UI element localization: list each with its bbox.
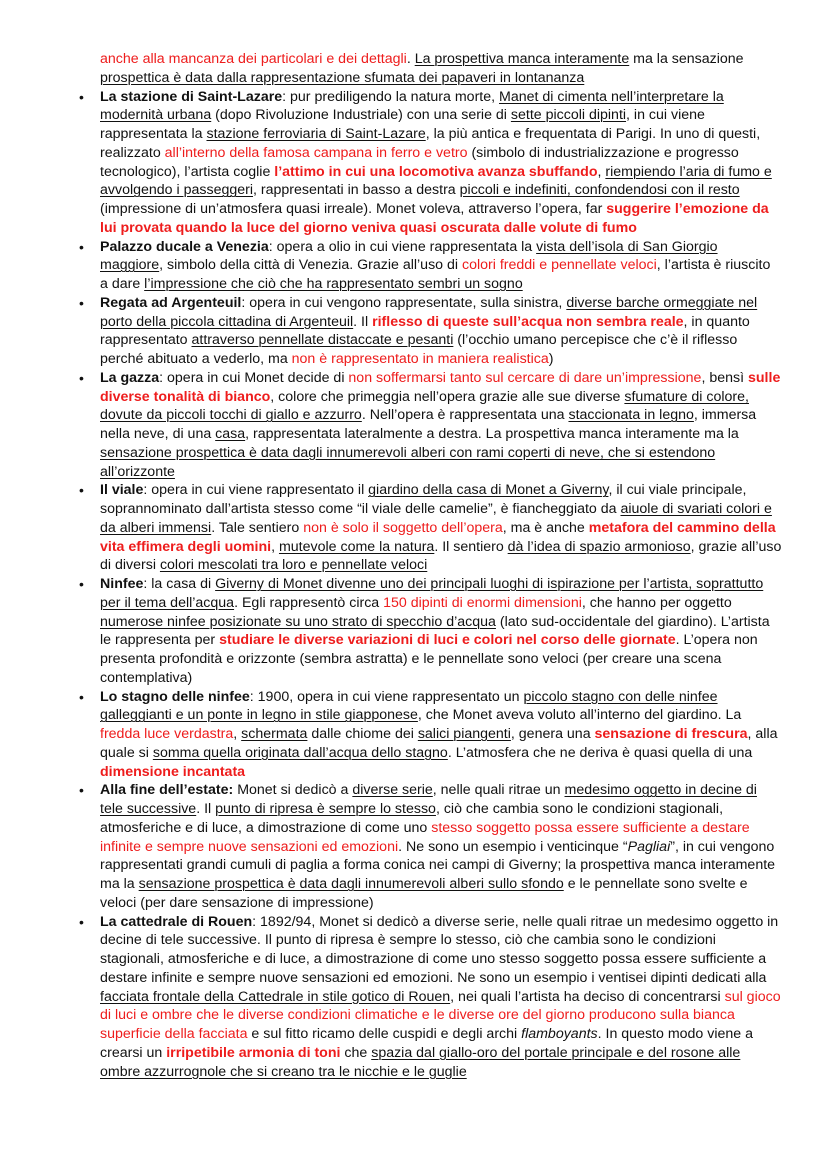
item-title: La cattedrale di Rouen (100, 913, 253, 930)
list-item (79, 88, 782, 238)
underlined-text: mutevole come la natura (278, 538, 435, 555)
bold-highlight-text: irripetibile armonia di toni (166, 1044, 341, 1061)
underlined-text: colori mescolati tra loro e pennellate veloci (159, 557, 428, 574)
text-run: : opera in cui Monet decide di (159, 369, 349, 386)
text-run: : pur prediligendo la natura morte, (282, 88, 500, 105)
text-run: (simbolo di industrializzazione e progresso tecnologico), l’artista coglie (100, 144, 739, 180)
underlined-text: punto di ripresa è sempre lo stesso (215, 801, 436, 817)
bullet-icon: • (79, 913, 84, 930)
text-run: ) (548, 351, 554, 367)
text-run: , ciò che cambia sono le condizioni stagionali, atmosferiche e di luce, a dimostrazione di come uno (100, 801, 724, 836)
underlined-text: sensazione prospettica è data dagli innumerevoli alberi sullo sfondo (138, 876, 564, 892)
bullet-icon: • (79, 294, 84, 311)
text-run: : 1900, opera in cui viene rappresentato un (249, 688, 524, 705)
highlight-text: sul gioco di luci e ombre che le diverse condizioni climatiche e le diverse ore del giorno producono sulla bianca superficie della facciata (100, 988, 781, 1042)
underlined-text: salici piangenti (417, 726, 511, 742)
underlined-text: aiuole di svariati colori e da alberi immensi (100, 501, 772, 536)
list-item (79, 238, 782, 294)
bullet-icon: • (79, 688, 84, 705)
list-item (79, 913, 782, 1082)
underlined-text: giardino della casa di Monet a Giverny (368, 482, 609, 499)
bullet-icon: • (79, 782, 84, 799)
text-run: , immersa nella neve, di una (100, 407, 757, 442)
italic-text: Pagliai (627, 838, 671, 855)
text-run: dalle chiome dei (307, 726, 418, 742)
text-run: : opera a olio in cui viene rappresentata la (268, 238, 537, 255)
list-item (79, 575, 782, 688)
bullet-icon: • (79, 238, 84, 255)
text-run: (l’occhio umano percepisce che c’è il riflesso perché abituato a vederlo, ma (100, 332, 738, 367)
item-title: La gazza (100, 369, 160, 386)
highlight-text: stesso soggetto possa essere sufficiente a destare infinite e sempre nuove sensazioni ed emozioni (100, 819, 750, 855)
italic-text: flamboyants (521, 1026, 598, 1042)
underlined-text: riempiendo l’aria di fumo e avvolgendo i passeggeri (100, 163, 772, 199)
text-run: , grazie all’uso di diversi (100, 538, 782, 574)
item-title: Regata ad Argenteuil (100, 294, 242, 311)
text-run: , genera una (510, 726, 595, 742)
underlined-text: piccoli e indefiniti, confondendosi con il resto (459, 182, 740, 199)
underlined-text: dà l’idea di spazio armonioso (507, 538, 691, 555)
item-title: Il viale (100, 482, 144, 499)
text-run: ma la sensazione (629, 51, 744, 67)
bold-highlight-text: l’attimo in cui una locomotiva avanza sbuffando (274, 163, 598, 180)
underlined-text: schermata (241, 726, 308, 742)
text-run: ”, in cui vengono rappresentati grandi cumuli di paglia a forma conica nei campi di Giverny; la prospettiva manca interamente ma la (100, 838, 776, 892)
highlight-text: non è rappresentato in maniera realistica (291, 351, 549, 367)
underlined-text: prospettica è data dalla rappresentazione sfumata dei papaveri in lontananza (100, 69, 585, 86)
underlined-text: vista dell’isola di San Giorgio maggiore (100, 238, 718, 274)
highlight-text: anche alla mancanza dei particolari e dei dettagli (100, 51, 407, 67)
highlight-text: 150 dipinti di enormi dimensioni (383, 594, 582, 611)
bullet-icon: • (79, 482, 84, 499)
text-run: , l’artista è riuscito a dare (100, 257, 771, 292)
text-run: (lato sud-occidentale del giardino). L’artista le rappresenta per (100, 613, 770, 649)
list-item (79, 481, 782, 575)
list-item (79, 294, 782, 369)
text-run: Monet si dedicò a (233, 782, 353, 799)
intro-paragraph (100, 50, 782, 88)
highlight-text: fredda luce verdastra (100, 726, 234, 742)
text-run: . In questo modo viene a crearsi un (100, 1026, 754, 1061)
text-run: , rappresentati in basso a destra (253, 182, 460, 199)
list-item (79, 688, 782, 782)
underlined-text: stazione ferroviaria di Saint-Lazare (206, 126, 426, 142)
bold-highlight-text: dimensione incantata (100, 763, 246, 780)
item-title: Alla fine dell’estate: (100, 782, 234, 799)
underlined-text: sette piccoli dipinti (510, 107, 627, 124)
text-run: , bensì (701, 369, 748, 386)
text-run: (dopo Rivoluzione Industriale) con una serie di (211, 107, 511, 124)
bullet-icon: • (79, 576, 84, 592)
text-run: , la più antica e frequentata di Parigi. In uno di questi, realizzato (100, 126, 761, 161)
text-run: , (597, 163, 606, 180)
list-item (79, 781, 782, 912)
underlined-text: attraverso pennellate distaccate e pesanti (191, 332, 454, 349)
document-page (79, 50, 782, 1081)
text-run: : opera in cui vengono rappresentate, sulla sinistra, (241, 294, 567, 311)
bullet-icon: • (79, 369, 84, 386)
underlined-text: sensazione prospettica è data dagli innumerevoli alberi con rami coperti di neve, che si estendono all’orizzonte (100, 444, 716, 480)
underlined-text: casa (215, 426, 246, 442)
text-run: , alla quale si (100, 726, 778, 761)
underlined-text: Giverny di Monet divenne uno dei principali luoghi di ispirazione per l’artista, soprattutto per il tema dell’acqua (100, 576, 764, 611)
text-run: . Nell’opera è rappresentata una (361, 407, 569, 424)
text-run: , che hanno per oggetto (581, 594, 732, 611)
text-run: . (406, 51, 415, 67)
item-title: Ninfee (100, 576, 144, 592)
bold-highlight-text: sulle diverse tonalità di bianco (100, 369, 781, 405)
text-run: , colore che primeggia nell’opera grazie alle sue diverse (270, 388, 625, 405)
text-run: : opera in cui viene rappresentato il (143, 482, 369, 499)
bold-highlight-text: riflesso di queste sull’acqua non sembra reale (372, 313, 684, 330)
text-run: : la casa di (143, 576, 216, 592)
underlined-text: numerose ninfee posizionate su uno strato di specchio d’acqua (100, 613, 496, 630)
highlight-text: colori freddi e pennellate veloci (461, 257, 657, 274)
text-run: . Il sentiero (434, 538, 508, 555)
text-run: . Il (353, 313, 373, 330)
text-run: . Tale sentiero (211, 519, 304, 536)
text-run: . L’opera non presenta profondità e orizzonte (sembra astratta) e le pennellate sono veloci (per creare una scena contemplativa) (100, 632, 758, 686)
text-run: . Il (196, 801, 216, 817)
underlined-text: l’impressione che ciò che ha rappresentato sembri un sogno (144, 276, 523, 292)
text-run: , (233, 726, 242, 742)
text-run: , simbolo della città di Venezia. Grazie all’uso di (159, 257, 462, 274)
item-title: Lo stagno delle ninfee (100, 688, 250, 705)
text-run: , (271, 538, 279, 555)
text-run: , che Monet aveva voluto all’interno del giardino. La (417, 707, 742, 724)
underlined-text: somma quella originata dall’acqua dello stagno (152, 744, 448, 761)
text-run: , il cui viale principale, soprannominato dall’artista stesso come “il viale delle camelie”, è fiancheggiato da (100, 482, 747, 517)
item-title: Palazzo ducale a Venezia (100, 238, 269, 255)
underlined-text: medesimo oggetto in decine di tele successive (100, 782, 757, 817)
highlight-text: all’interno della famosa campana in ferro e vetro (164, 144, 468, 161)
text-run: , nelle quali ritrae un (432, 782, 565, 799)
text-run: che (340, 1044, 372, 1061)
underlined-text: Manet di cimenta nell’interpretare la modernità urbana (100, 88, 724, 124)
underlined-text: La prospettiva manca interamente (414, 51, 630, 67)
bold-highlight-text: sensazione di frescura (594, 726, 748, 742)
text-run: , in quanto rappresentato (100, 313, 750, 349)
item-title: La stazione di Saint-Lazare (100, 88, 283, 105)
text-run: . Egli rappresentò circa (234, 594, 384, 611)
underlined-text: facciata frontale della Cattedrale in stile gotico di Rouen (100, 988, 451, 1005)
text-run: , rappresentata lateralmente a destra. La prospettiva manca interamente ma la (245, 426, 739, 442)
bold-highlight-text: studiare le diverse variazioni di luci e colori nel corso delle giornate (219, 632, 676, 649)
underlined-text: sfumature di colore, dovute da piccoli tocchi di giallo e azzurro (100, 388, 749, 424)
underlined-text: piccolo stagno con delle ninfee galleggianti e un ponte in legno in stile giapponese (100, 688, 718, 724)
text-run: . L’atmosfera che ne deriva è quasi quella di una (447, 744, 753, 761)
bold-highlight-text: metafora del cammino della vita effimera degli uomini (100, 519, 776, 555)
list-item (79, 369, 782, 482)
text-run: : 1892/94, Monet si dedicò a diverse serie, nelle quali ritrae un medesimo oggetto in decine di tele successive. Il punto di ripresa è sempre lo stesso, ciò che cambia sono le condizioni stagionali, atmosferiche e di luce, a dimostrazione di come uno stesso soggetto possa essere sufficiente a destare infinite e sempre nuove sensazioni ed emozioni. Ne sono un esempio i ventisei dipinti dedicati alla (100, 913, 779, 986)
bold-highlight-text: suggerire l’emozione da lui provata quando la luce del giorno veniva quasi oscurata dalle volute di fumo (100, 201, 769, 236)
text-run: , in cui viene rappresentata la (100, 107, 705, 142)
text-run: , ma è anche (502, 519, 589, 536)
text-run: e le pennellate sono svelte e veloci (per dare sensazione di impressione) (100, 876, 748, 911)
highlight-text: non soffermarsi tanto sul cercare di dare un’impressione (348, 369, 702, 386)
text-run: . Ne sono un esempio i venticinque “ (398, 838, 628, 855)
underlined-text: spazia dal giallo-oro del portale principale e del rosone alle ombre azzurrognole che si creano tra le nicchie e le guglie (100, 1044, 741, 1080)
underlined-text: diverse barche ormeggiate nel porto della piccola cittadina di Argenteuil (100, 294, 758, 330)
highlight-text: non è solo il soggetto dell’opera (303, 519, 503, 536)
bullet-icon: • (79, 88, 84, 105)
underlined-text: diverse serie (352, 782, 433, 799)
text-run: (impressione di un’atmosfera quasi irreale). Monet voleva, attraverso l’opera, far (100, 201, 607, 217)
bullet-list (79, 88, 782, 1082)
text-run: , nei quali l’artista ha deciso di concentrarsi (450, 988, 725, 1005)
underlined-text: staccionata in legno (568, 407, 694, 424)
text-run: e sul fitto ricamo delle cuspidi e degli archi (247, 1026, 522, 1042)
